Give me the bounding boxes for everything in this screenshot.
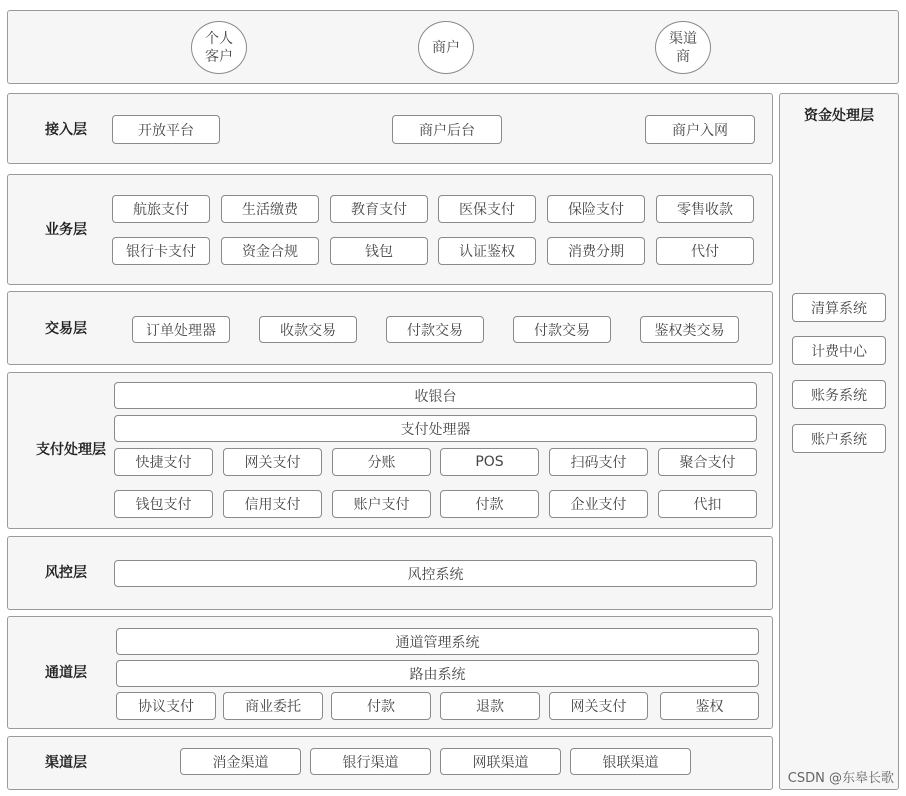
access-item: 商户后台 bbox=[392, 115, 502, 144]
channel-item: 网联渠道 bbox=[440, 748, 561, 775]
business-item: 航旅支付 bbox=[112, 195, 210, 223]
access-layer-title: 接入层 bbox=[45, 122, 87, 138]
route-layer-title: 通道层 bbox=[45, 665, 87, 681]
business-item: 银行卡支付 bbox=[112, 237, 210, 265]
customer-merchant: 商户 bbox=[418, 21, 474, 74]
payment-item: 钱包支付 bbox=[114, 490, 213, 518]
route-item: 商业委托 bbox=[223, 692, 323, 720]
channel-item: 银联渠道 bbox=[570, 748, 691, 775]
business-item: 代付 bbox=[656, 237, 754, 265]
trade-item: 鉴权类交易 bbox=[640, 316, 739, 343]
funds-item: 计费中心 bbox=[792, 336, 886, 365]
business-item: 医保支付 bbox=[438, 195, 536, 223]
payment-item: 网关支付 bbox=[223, 448, 322, 476]
business-item: 保险支付 bbox=[547, 195, 645, 223]
trade-item: 订单处理器 bbox=[132, 316, 230, 343]
payment-item: POS bbox=[440, 448, 539, 476]
routing-system-bar: 路由系统 bbox=[116, 660, 759, 687]
trade-item: 收款交易 bbox=[259, 316, 357, 343]
channel-item: 消金渠道 bbox=[180, 748, 301, 775]
payment-item: 账户支付 bbox=[332, 490, 431, 518]
business-item: 生活缴费 bbox=[221, 195, 319, 223]
access-item: 商户入网 bbox=[645, 115, 755, 144]
customer-individual: 个人 客户 bbox=[191, 21, 247, 74]
trade-item: 付款交易 bbox=[513, 316, 611, 343]
route-item: 退款 bbox=[440, 692, 540, 720]
payment-item: 企业支付 bbox=[549, 490, 648, 518]
payment-layer-title: 支付处理层 bbox=[36, 442, 106, 458]
route-item: 协议支付 bbox=[116, 692, 216, 720]
funds-layer-title: 资金处理层 bbox=[804, 108, 874, 124]
funds-item: 账户系统 bbox=[792, 424, 886, 453]
payment-item: 信用支付 bbox=[223, 490, 322, 518]
business-item: 零售收款 bbox=[656, 195, 754, 223]
business-item: 资金合规 bbox=[221, 237, 319, 265]
csdn-watermark: CSDN @东皋长歌 bbox=[787, 771, 894, 786]
cashier-bar: 收银台 bbox=[114, 382, 757, 409]
channel-layer-title: 渠道层 bbox=[45, 755, 87, 771]
customer-channel-partner: 渠道 商 bbox=[655, 21, 711, 74]
risk-layer-title: 风控层 bbox=[45, 565, 87, 581]
business-item: 消费分期 bbox=[547, 237, 645, 265]
route-item: 网关支付 bbox=[549, 692, 648, 720]
trade-item: 付款交易 bbox=[386, 316, 484, 343]
channel-item: 银行渠道 bbox=[310, 748, 431, 775]
business-item: 钱包 bbox=[330, 237, 428, 265]
payment-item: 聚合支付 bbox=[658, 448, 757, 476]
funds-item: 账务系统 bbox=[792, 380, 886, 409]
access-item: 开放平台 bbox=[112, 115, 220, 144]
payment-item: 付款 bbox=[440, 490, 539, 518]
route-item: 付款 bbox=[331, 692, 431, 720]
channel-management-bar: 通道管理系统 bbox=[116, 628, 759, 655]
payment-item: 代扣 bbox=[658, 490, 757, 518]
payment-item: 扫码支付 bbox=[549, 448, 648, 476]
payment-item: 分账 bbox=[332, 448, 431, 476]
payment-processor-bar: 支付处理器 bbox=[114, 415, 757, 442]
payment-item: 快捷支付 bbox=[114, 448, 213, 476]
business-item: 认证鉴权 bbox=[438, 237, 536, 265]
risk-system-bar: 风控系统 bbox=[114, 560, 757, 587]
funds-item: 清算系统 bbox=[792, 293, 886, 322]
business-item: 教育支付 bbox=[330, 195, 428, 223]
trade-layer-title: 交易层 bbox=[45, 321, 87, 337]
business-layer-title: 业务层 bbox=[45, 222, 87, 238]
business-layer-panel bbox=[7, 174, 773, 285]
route-item: 鉴权 bbox=[660, 692, 759, 720]
